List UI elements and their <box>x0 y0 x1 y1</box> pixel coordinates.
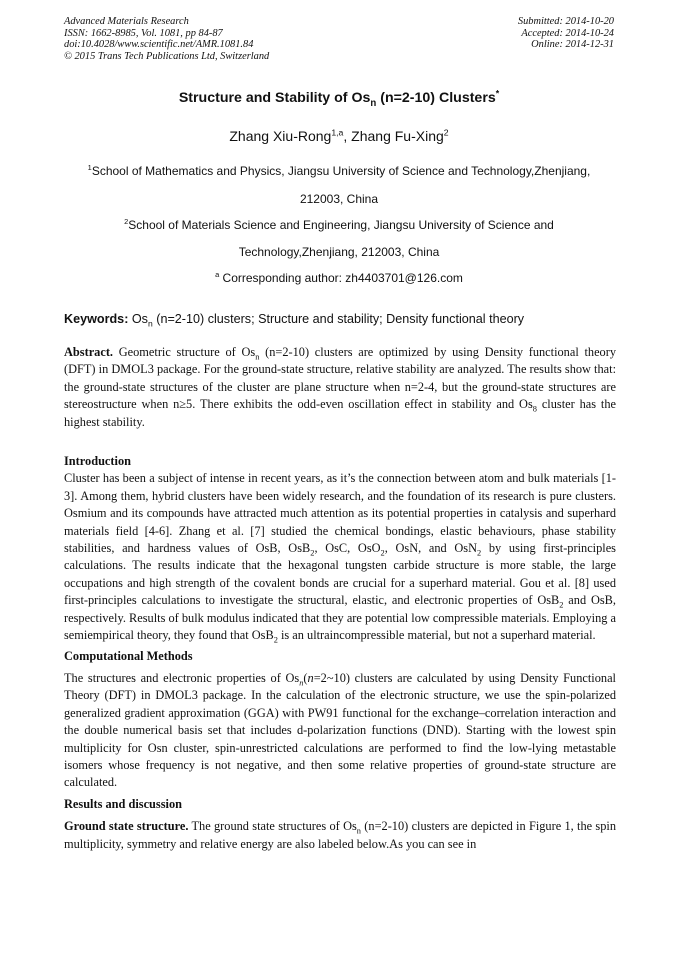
paper-title: Structure and Stability of $Os_n$ (n=2-10) Clusters* <box>178 88 500 109</box>
copyright-line: © 2015 Trans Tech Publications Ltd, Switzerland <box>64 50 270 62</box>
results-paragraph: Ground state structure. The ground state structures of $Os_n$ (n=2-10) clusters are depicted in Figure 1, the spin multiplicity, symmetry and relative energy are also labeled below.As you can see in <box>64 819 616 851</box>
abstract: Abstract. Geometric structure of $Os_n$ (n=2-10) clusters are optimized by using Density functional theory (DFT) in DMOL3 package. For the ground-state structure, relative stability are analyzed. The results show that: the ground-state structures of the cluster are plane structure when n=2-4, but the ground-state structures are stereostructure when n≥5. There exhibits the odd-even oscillation effect in stability and $Os_8$ cluster has the highest stability. <box>64 345 617 429</box>
issn-line: ISSN: 1662-8985, Vol. 1081, pp 84-87 <box>64 27 223 39</box>
journal-name: Advanced Materials Research <box>64 16 189 27</box>
affiliation-1-line-1: $^1$School of Mathematics and Physics, Jiangsu University of Science and Technology,Zhenjiang, <box>87 163 591 178</box>
introduction-heading: Introduction <box>64 454 131 468</box>
author-2: Zhang Fu-Xing <box>351 128 444 144</box>
affiliation-1-line-2: 212003, China <box>299 192 379 206</box>
submitted-date: Submitted: 2014-10-20 <box>517 16 614 27</box>
methods-heading: Computational Methods <box>64 649 193 664</box>
ground-state-subheading: Ground state structure. <box>64 819 189 834</box>
author-list: Zhang Xiu-Rong$^{1,a}$, Zhang Fu-Xing$^2$ <box>229 127 449 144</box>
accepted-date: Accepted: 2014-10-24 <box>521 27 614 39</box>
journal-header-left <box>64 16 269 62</box>
introduction-paragraph: Cluster has been a subject of intense in recent years, as it’s the connection between atom and bulk materials [1-3]. Among them, hybrid clusters have been widely research, and the foundation of its research is pure clusters. Osmium and its compounds have attracted much attention as its potential properties in catalysis and superhard materials field [4-6]. Zhang et al. [7] studied the chemical bondings, elastic behaviours, phase stability stabilities, and hardness values of OsB, OsB$_2$, OsC, OsO$_2$, OsN, and OsN$_2$ by using first-principles calculations. The results indicate that the hexagonal tungsten carbide structure is more stable, the large occupations and high strength of the covalent bonds are crucial for a superhard material. Gou et al. [8] used first-principles calculations to investigate the structural, elastic, and electronic properties of OsB$_2$ and OsB, respectively. Results of bulk modulus indicated that they are potential low compressible materials. Employing a semiempirical theory, they found that OsB$_2$ is an ultraincompressible material, but not a superhard material. <box>64 471 616 645</box>
online-date: Online: 2014-12-31 <box>531 39 614 51</box>
body-text <box>64 453 616 853</box>
corresponding-author: $^a$ Corresponding author: zh4403701@126.com <box>215 270 463 285</box>
author-1: Zhang Xiu-Rong <box>229 128 332 144</box>
journal-header-right <box>518 16 614 51</box>
results-heading: Results and discussion <box>64 796 182 811</box>
methods-paragraph: The structures and electronic properties of $Os_n(n=2\sim 10)$ clusters are calculated by using Density Functional Theory (DFT) in DMOL3 package. In the calculation of the electronic structure, we use the spin-polarized generalized gradient approximation (GGA) with PW91 functional for the exchange–correlation interaction and the double numerical basis set that includes d-polarization functions (DND). Starting with the lowest spin multiplicity for Osn cluster, spin-unrestricted calculations are performed to find the low-lying metastable isomers whose frequency is not negative, and then some relative properties of ground-state structure are calculated. <box>64 670 616 790</box>
affiliation-2-line-2: Technology,Zhenjiang, 212003, China <box>238 245 440 259</box>
keywords: Keywords: $Os_n$ (n=2-10) clusters; Structure and stability; Density functional theory <box>64 312 525 329</box>
doi-line: doi:10.4028/www.scientific.net/AMR.1081.84 <box>64 39 254 51</box>
affiliation-2-line-1: $^2$School of Materials Science and Engineering, Jiangsu University of Science and <box>124 217 554 232</box>
abstract-label: Abstract. <box>64 345 114 359</box>
